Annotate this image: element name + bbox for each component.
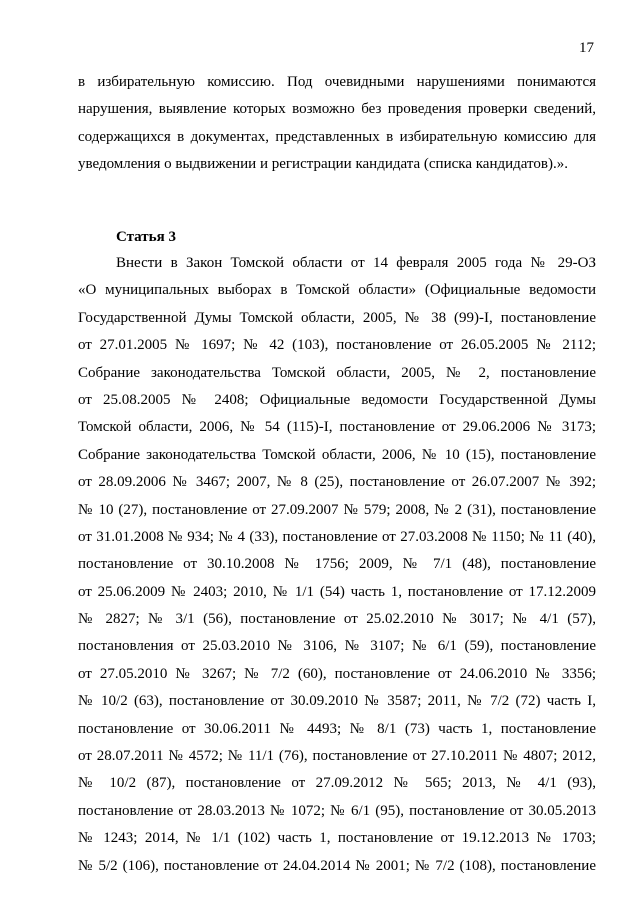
text-line: Государственной Думы Томской области, 2005, № 38 (99)-I, постановление <box>78 309 596 326</box>
text-line: уведомления о выдвижении и регистрации кандидата (списка кандидатов).». <box>78 156 568 173</box>
article-body <box>78 250 596 880</box>
text-line: от 27.05.2010 № 3267; № 7/2 (60), постановление от 24.06.2010 № 3356; <box>78 665 596 682</box>
text-line: Внести в Закон Томской области от 14 февраля 2005 года № 29-ОЗ <box>116 255 596 271</box>
text-line: Собрание законодательства Томской области, 2005, № 2, постановление <box>78 364 596 381</box>
text-line: от 31.01.2008 № 934; № 4 (33), постановление от 27.03.2008 № 1150; № 11 (40), <box>78 528 596 545</box>
text-line: постановление от 30.10.2008 № 1756; 2009, № 7/1 (48), постановление <box>78 556 596 573</box>
text-line: от 25.06.2009 № 2403; 2010, № 1/1 (54) часть 1, постановление от 17.12.2009 <box>78 583 596 600</box>
text-line: от 28.09.2006 № 3467; 2007, № 8 (25), постановление от 26.07.2007 № 392; <box>78 474 596 491</box>
page-number: 17 <box>579 40 594 56</box>
text-line: Собрание законодательства Томской области, 2006, № 10 (15), постановление <box>78 446 596 463</box>
article-heading: Статья 3 <box>116 229 176 245</box>
text-line: № 10/2 (87), постановление от 27.09.2012 № 565; 2013, № 4/1 (93), <box>78 775 596 792</box>
text-line: № 10/2 (63), постановление от 30.09.2010 № 3587; 2011, № 7/2 (72) часть I, <box>78 693 596 710</box>
text-line: № 1243; 2014, № 1/1 (102) часть 1, постановление от 19.12.2013 № 1703; <box>78 830 596 847</box>
text-line: в избирательную комиссию. Под очевидными нарушениями понимаются <box>78 74 596 90</box>
text-line: № 2827; № 3/1 (56), постановление от 25.02.2010 № 3017; № 4/1 (57), <box>78 611 596 628</box>
text-line: от 28.07.2011 № 4572; № 11/1 (76), постановление от 27.10.2011 № 4807; 2012, <box>78 748 596 765</box>
text-line: от 27.01.2005 № 1697; № 42 (103), постановление от 26.05.2005 № 2112; <box>78 337 596 354</box>
text-line: «О муниципальных выборах в Томской области» (Официальные ведомости <box>78 282 596 299</box>
text-line: содержащихся в документах, представленных в избирательную комиссию для <box>78 128 596 145</box>
text-line: нарушения, выявление которых возможно без проведения проверки сведений, <box>78 101 596 118</box>
text-line: № 5/2 (106), постановление от 24.04.2014 № 2001; № 7/2 (108), постановление <box>78 857 596 874</box>
intro-paragraph <box>78 69 596 179</box>
text-line: постановление от 28.03.2013 № 1072; № 6/1 (95), постановление от 30.05.2013 <box>78 802 596 819</box>
text-line: Томской области, 2006, № 54 (115)-I, постановление от 29.06.2006 № 3173; <box>78 419 596 436</box>
text-line: от 25.08.2005 № 2408; Официальные ведомости Государственной Думы <box>78 391 596 408</box>
text-line: постановление от 30.06.2011 № 4493; № 8/1 (73) часть 1, постановление <box>78 720 596 737</box>
text-line: № 10 (27), постановление от 27.09.2007 № 579; 2008, № 2 (31), постановление <box>78 501 596 518</box>
text-line: постановления от 25.03.2010 № 3106, № 3107; № 6/1 (59), постановление <box>78 638 596 655</box>
